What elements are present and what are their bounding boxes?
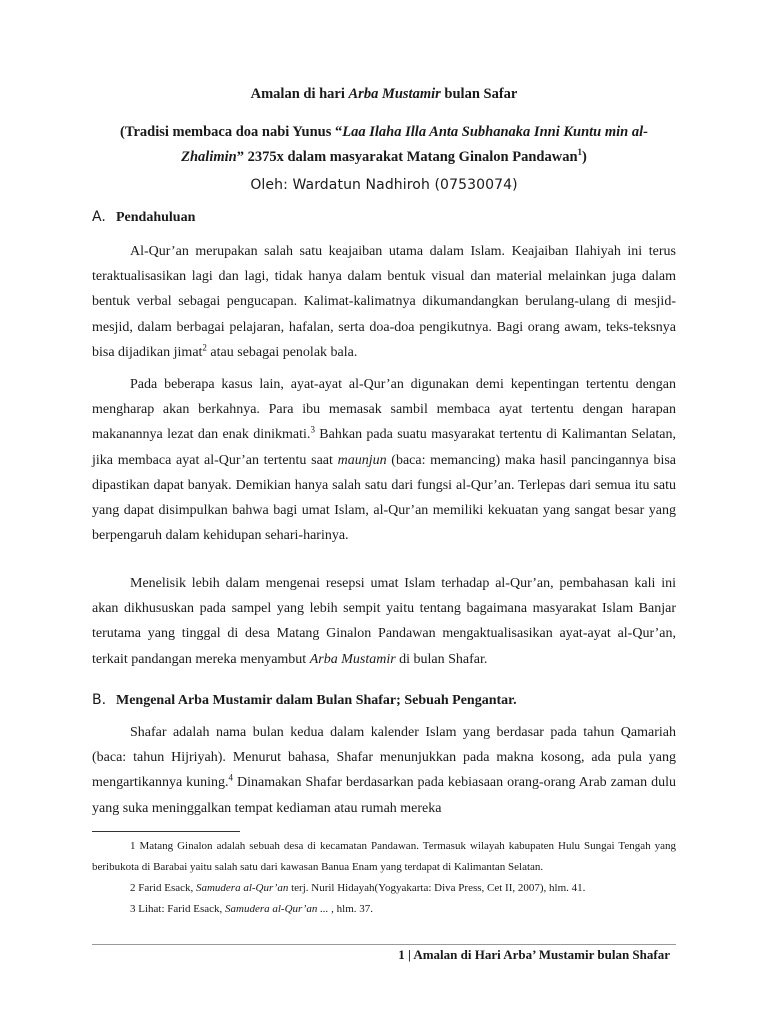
document-subtitle <box>92 120 676 170</box>
footnote-text: 3 Lihat: Farid Esack, <box>130 903 226 915</box>
paragraph-text: Dinamakan Shafar berdasarkan pada kebiasaan orang-orang Arab zaman dulu yang suka meninggalkan tempat kediaman atau rumah mereka <box>92 775 676 816</box>
paragraph-2 <box>92 372 676 548</box>
footnote-ref-2: 2 <box>202 342 207 353</box>
page-footer: 1 | Amalan di Hari Arba’ Mustamir bulan Shafar <box>398 947 670 962</box>
section-title: Pendahuluan <box>116 210 196 225</box>
section-number: B. <box>92 692 107 708</box>
paragraph-italic: maunjun <box>337 452 387 468</box>
author-line: Oleh: Wardatun Nadhiroh (07530074) <box>250 177 518 193</box>
footnote-italic: Samudera al-Qur’an ... <box>225 903 329 915</box>
section-number: A. <box>92 209 106 225</box>
section-heading-a <box>92 209 676 226</box>
paragraph-text: Menelisik lebih dalam mengenai resepsi umat Islam terhadap al-Qur’an, pembahasan kali ini akan dikhususkan pada sampel yang lebih sempit yaitu tentang bagaimana masyarakat Islam Banjar terutama yang tinggal di desa Matang Ginalon Pandawan mengaktualisasikan ayat-ayat al-Qur’an, terkait pandangan mereka menyambut <box>92 576 676 667</box>
footnote-italic: Samudera al-Qur’an <box>195 882 289 894</box>
footnote-text: , hlm. 37. <box>328 903 374 915</box>
subtitle-text-3: ) <box>582 149 587 165</box>
paragraph-4 <box>92 720 676 821</box>
title-italic: Arba Mustamir <box>348 86 441 102</box>
document-title <box>92 86 676 103</box>
footnote-text: terj. Nuril Hidayah(Yogyakarta: Diva Press, Cet II, 2007), hlm. 41. <box>288 882 586 894</box>
footnote-text: 2 Farid Esack, <box>130 882 196 894</box>
footnote-separator <box>92 831 240 832</box>
section-title: Mengenal Arba Mustamir dalam Bulan Shafar; Sebuah Pengantar. <box>116 693 517 708</box>
paragraph-text: atau sebagai penolak bala. <box>206 344 358 360</box>
title-text: Amalan di hari <box>250 86 349 102</box>
footnotes <box>92 836 676 920</box>
footnote-ref-3: 3 <box>310 424 315 435</box>
footer-rule <box>92 944 676 945</box>
footnote-ref-4: 4 <box>228 772 234 783</box>
paragraph-text: di bulan Shafar. <box>395 651 488 667</box>
footnote-2 <box>92 878 676 899</box>
paragraph-text: Al-Qur’an merupakan salah satu keajaiban utama dalam Islam. Keajaiban Ilahiyah ini terus teraktualisasikan lagi dan lagi, tidak hanya dalam bentuk visual dan material melainkan juga dalam bentuk verbal sebagai pengucapan. Kalimat-kalimatnya dikumandangkan berulang-ulang di mesjid-mesjid, dalam berbagai pelajaran, hafalan, serta doa-doa pengikutnya. Bagi orang awam, teks-teksnya bisa dijadikan jimat <box>92 244 676 360</box>
paragraph-text: Shafar adalah nama bulan kedua dalam kalender Islam yang berdasar pada tahun Qamariah (baca: tahun Hijriyah). Menurut bahasa, Shafar menunjukkan pada makna kosong, ada pula yang mengartikannya kuning. <box>92 725 676 791</box>
paragraph-text: Pada beberapa kasus lain, ayat-ayat al-Qur’an digunakan demi kepentingan tertentu dengan mengharap akan berkahnya. Para ibu memasak sambil membaca ayat tertentu dengan harapan makanannya lezat dan enak dinikmati. <box>92 377 676 443</box>
subtitle-italic: Laa Ilaha Illa Anta Subhanaka Inni Kuntu min al-Zhalimin <box>181 124 648 165</box>
title-text-end: bulan Safar <box>440 86 518 102</box>
footnote-1: 1 Matang Ginalon adalah sebuah desa di kecamatan Pandawan. Termasuk wilayah kabupaten Hulu Sungai Tengah yang beribukota di Barabai yaitu salah satu dari kawasan Banua Enam yang terdapat di Kalimantan Selatan. <box>92 840 676 873</box>
paragraph-text: Bahkan pada suatu masyarakat tertentu di Kalimantan Selatan, jika membaca ayat al-Qur’an tertentu saat <box>92 427 676 468</box>
paragraph-italic: Arba Mustamir <box>309 651 396 667</box>
paragraph-1 <box>92 239 676 365</box>
paragraph-text: (baca: memancing) maka hasil pancingannya bisa dipastikan dapat banyak. Demikian hanya salah satu dari fungsi al-Qur’an. Terlepas dari semua itu satu yang dapat disimpulkan bahwa bagi umat Islam, al-Qur’an memiliki kekuatan yang sangat besar yang berpengaruh dalam kehidupan sehari-harinya. <box>92 452 676 544</box>
section-heading-b <box>92 692 676 709</box>
footnote-ref-1: 1 <box>577 147 583 158</box>
footnote-3 <box>92 899 676 920</box>
subtitle-text-2: ” 2375x dalam masyarakat Matang Ginalon Pandawan <box>236 149 578 165</box>
paragraph-3 <box>92 571 676 672</box>
subtitle-text: (Tradisi membaca doa nabi Yunus “ <box>120 124 343 140</box>
